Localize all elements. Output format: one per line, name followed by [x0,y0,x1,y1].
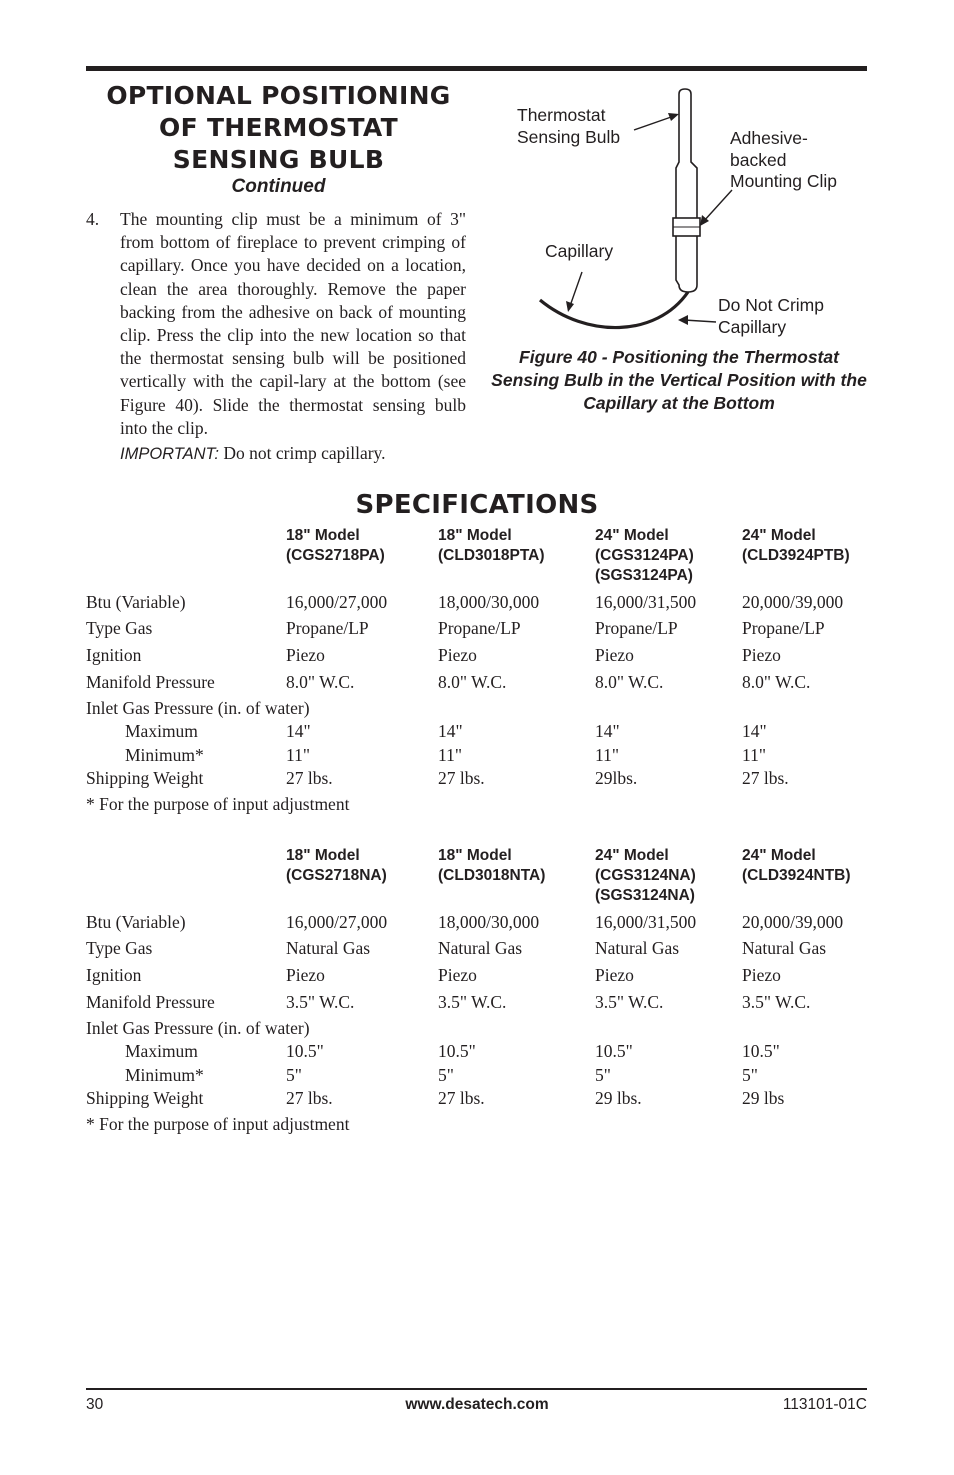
capillary-arrowhead [566,301,574,312]
table-cell: 14" [742,721,767,741]
table-cell: Propane/LP [595,618,678,638]
table-cell: Piezo [286,645,325,665]
table-cell: 20,000/39,000 [742,912,844,932]
row-label: Ignition [86,965,142,985]
table-cell: 8.0" W.C. [742,672,811,692]
table-cell: Piezo [595,965,634,985]
table-footnote: * For the purpose of input adjustment [86,794,350,814]
table-cell: 10.5" [438,1041,476,1061]
row-label: Minimum* [125,745,204,765]
row-label: Maximum [125,721,198,741]
document-number: 113101-01C [782,1396,867,1413]
table-cell: Propane/LP [742,618,825,638]
column-header: 18" Model (CLD3018PTA) [438,527,545,564]
row-label: Maximum [125,1041,198,1061]
table-cell: 27 lbs. [438,1088,485,1108]
row-label: Manifold Pressure [86,992,215,1012]
step-text: The mounting clip must be a minimum of 3" from bottom of fireplace to prevent crimping of capillary. Once you have decided on a location, clean the area thoroughly. Remove the paper backing from the adhesive on back of mounting clip. Press the clip into the new location so that the thermostat sensing bulb will be positioned vertically with the capil-lary at the bottom (see Figure 40). Slide the thermostat sensing bulb into the clip. [120,209,466,438]
column-header: 24" Model (CLD3924NTB) [742,847,851,884]
column-header: 24" Model (CGS3124NA) (SGS3124NA) [595,847,696,904]
row-label: Minimum* [125,1065,204,1085]
bulb-pointer [634,116,674,130]
table-cell: 29 lbs [742,1088,785,1108]
table-cell: 16,000/31,500 [595,912,697,932]
row-label: Ignition [86,645,142,665]
bottom-rule [86,1388,867,1390]
figure-40 [496,80,868,350]
table-footnote: * For the purpose of input adjustment [86,1114,350,1134]
section-subtitle: Continued [231,176,326,197]
table-cell: Propane/LP [286,618,369,638]
specifications-title: SPECIFICATIONS [355,490,599,520]
important-text: Do not crimp capillary. [219,443,386,463]
table-cell: 14" [286,721,311,741]
title-line-2: OF THERMOSTAT [159,113,398,142]
title-line-1: OPTIONAL POSITIONING [106,81,451,110]
column-header: 18" Model (CGS2718NA) [286,847,387,884]
table-cell: 3.5" W.C. [742,992,811,1012]
table-cell: 3.5" W.C. [595,992,664,1012]
table-cell: 5" [595,1065,611,1085]
sensing-bulb-shape [676,89,697,292]
table-cell: 8.0" W.C. [438,672,507,692]
important-label: IMPORTANT: [120,445,219,463]
table-cell: Piezo [438,965,477,985]
table-cell: 11" [595,745,619,765]
step-4 [86,208,466,440]
table-cell: Natural Gas [438,938,523,958]
label-capillary: Capillary [545,241,614,261]
table-cell: 5" [742,1065,758,1085]
table-cell: Piezo [742,645,781,665]
table-cell: Natural Gas [286,938,371,958]
capillary-shape [540,292,688,328]
figure-caption: Figure 40 - Positioning the Thermostat Sensing Bulb in the Vertical Position with the Capillary at the Bottom [491,347,867,414]
row-label: Btu (Variable) [86,592,186,612]
table-cell: 10.5" [286,1041,324,1061]
crimp-pointer [684,320,716,322]
page-number: 30 [86,1396,104,1413]
step-number: 4. [86,209,100,229]
top-rule [86,66,867,71]
table-cell: 29lbs. [595,768,638,788]
table-cell: 18,000/30,000 [438,592,540,612]
table-cell: 3.5" W.C. [286,992,355,1012]
table-cell: 29 lbs. [595,1088,642,1108]
table-cell: 27 lbs. [742,768,789,788]
table-cell: 27 lbs. [438,768,485,788]
table-cell: 11" [438,745,462,765]
table-cell: 27 lbs. [286,1088,333,1108]
row-label: Manifold Pressure [86,672,215,692]
table-cell: Natural Gas [742,938,827,958]
table-cell: 11" [742,745,766,765]
important-note [120,443,386,464]
crimp-arrowhead [678,315,688,325]
title-line-3: SENSING BULB [172,145,385,174]
table-cell: 8.0" W.C. [286,672,355,692]
column-header: 24" Model (CLD3924PTB) [742,527,850,564]
table-cell: Piezo [742,965,781,985]
label-mounting-clip: Adhesive- backed Mounting Clip [730,128,837,191]
table-cell: 14" [595,721,620,741]
capillary-pointer [570,272,582,306]
label-sensing-bulb: Thermostat Sensing Bulb [517,105,621,147]
clip-pointer [703,190,732,222]
table-cell: 10.5" [595,1041,633,1061]
table-cell: 11" [286,745,310,765]
table-cell: Piezo [286,965,325,985]
section-title [86,80,471,176]
table-cell: 27 lbs. [286,768,333,788]
row-label: Shipping Weight [86,1088,204,1108]
table-cell: Natural Gas [595,938,680,958]
table-cell: 20,000/39,000 [742,592,844,612]
table-cell: 16,000/31,500 [595,592,697,612]
table-cell: 16,000/27,000 [286,912,388,932]
row-label: Shipping Weight [86,768,204,788]
row-label: Btu (Variable) [86,912,186,932]
table-cell: Piezo [595,645,634,665]
row-label: Inlet Gas Pressure (in. of water) [86,1018,310,1038]
column-header: 18" Model (CLD3018NTA) [438,847,546,884]
table-cell: 16,000/27,000 [286,592,388,612]
column-header: 24" Model (CGS3124PA) (SGS3124PA) [595,527,694,584]
row-label: Type Gas [86,618,153,638]
row-label: Inlet Gas Pressure (in. of water) [86,698,310,718]
column-header: 18" Model (CGS2718PA) [286,527,385,564]
table-cell: 3.5" W.C. [438,992,507,1012]
website-link[interactable]: www.desatech.com [405,1396,549,1413]
table-cell: 18,000/30,000 [438,912,540,932]
table-cell: Piezo [438,645,477,665]
label-do-not-crimp: Do Not Crimp Capillary [718,295,824,337]
table-cell: 14" [438,721,463,741]
table-cell: 10.5" [742,1041,780,1061]
table-cell: 5" [286,1065,302,1085]
bulb-arrowhead [668,113,679,121]
table-cell: 8.0" W.C. [595,672,664,692]
table-cell: 5" [438,1065,454,1085]
row-label: Type Gas [86,938,153,958]
table-cell: Propane/LP [438,618,521,638]
